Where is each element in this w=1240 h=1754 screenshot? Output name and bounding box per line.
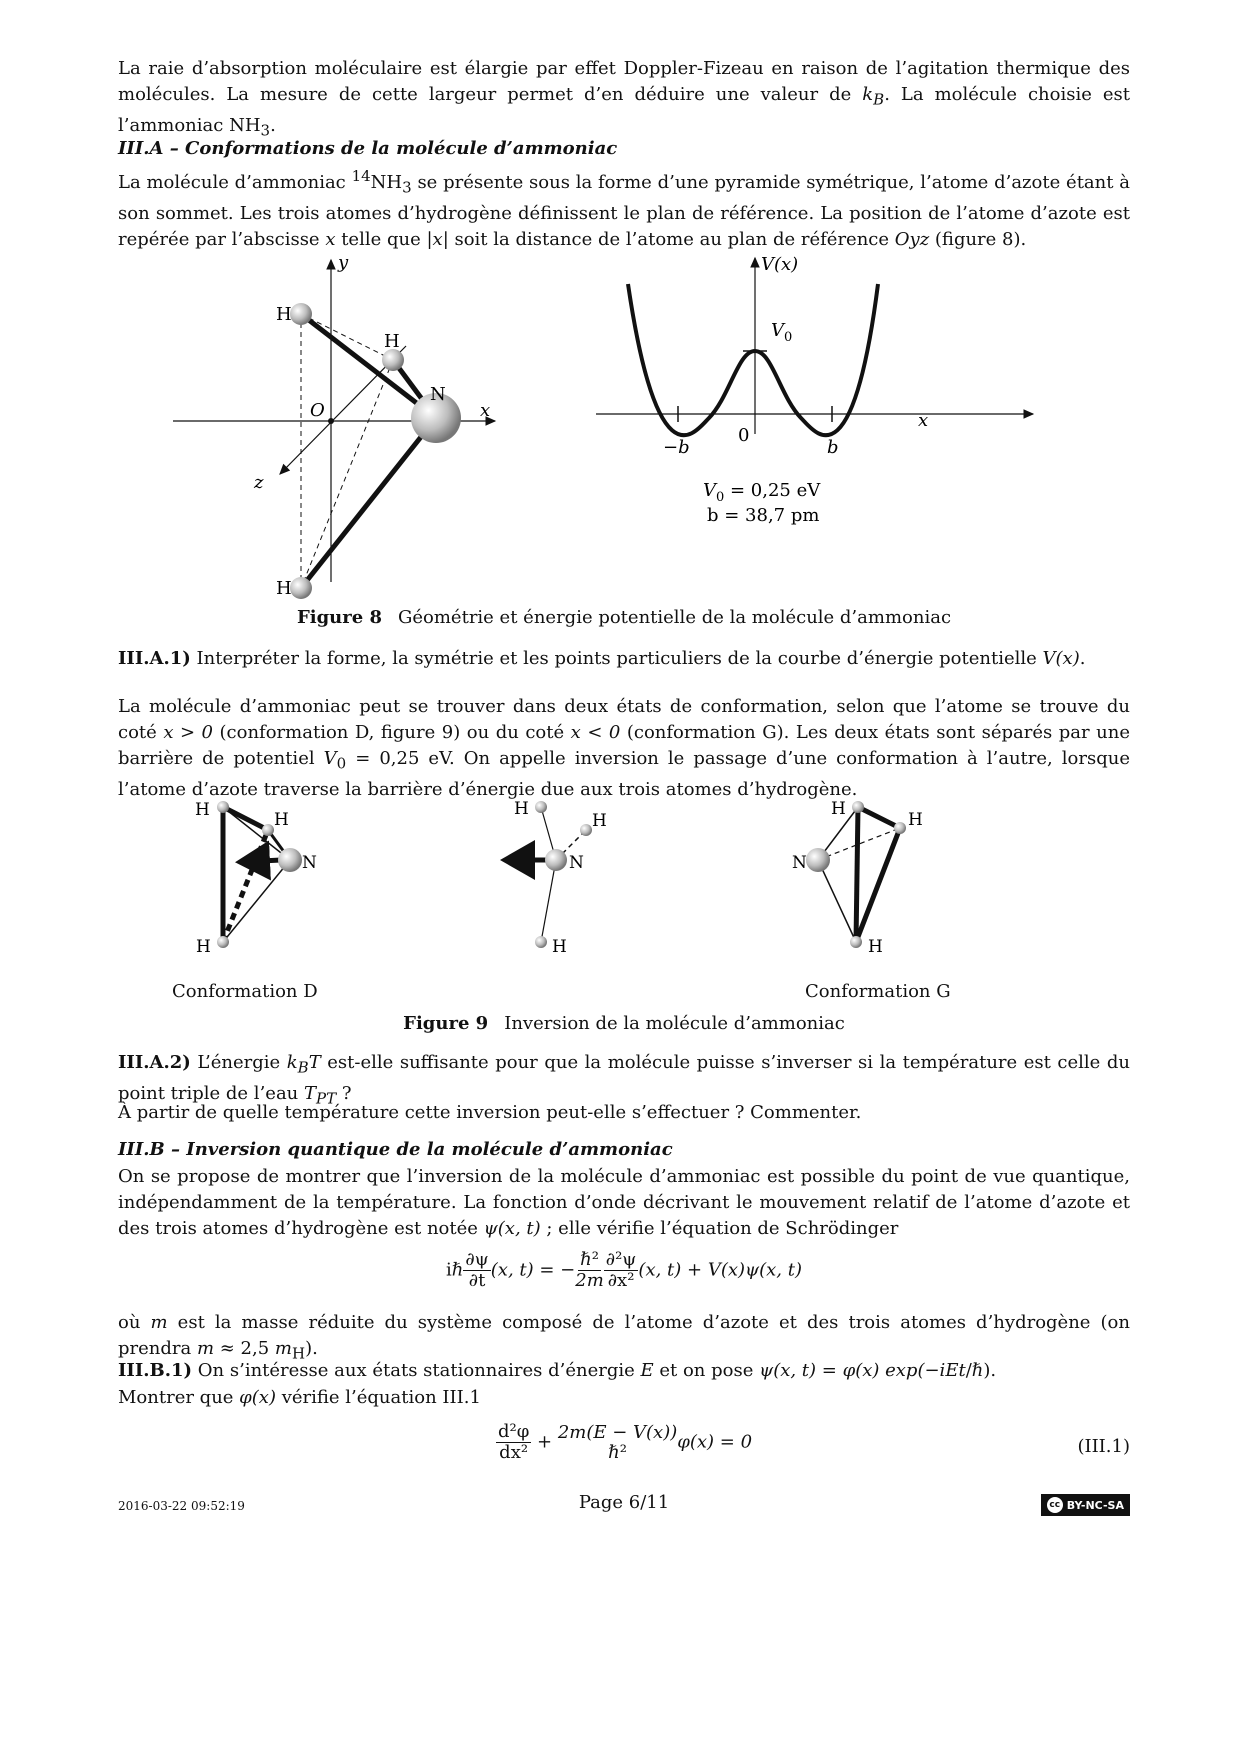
svg-text:N: N <box>569 853 584 873</box>
question-a2-followup: À partir de quelle température cette inversion peut-elle s’effectuer ? Commenter. <box>118 1102 862 1123</box>
transition-diagram <box>505 799 607 957</box>
conformation-paragraph: La molécule d’ammoniac peut se trouver dans deux états de conformation, selon que l’atome se trouve du coté x > 0 (conformation D, figure 9) ou du coté x < 0 (conformation G). Les deux états sont séparés par une barrière de potentiel $V_0 = 0,25$ eV. On appelle inversion le passage d’une conformation à l’autre, lorsque l’atome d’azote traverse la barrière d’énergie due aux trois atomes d’hydrogène. <box>118 696 1130 800</box>
conformation-d-label: Conformation D <box>172 981 318 1002</box>
section-a-title: III.A – Conformations de la molécule d’ammoniac <box>118 138 618 159</box>
inversion-arrow <box>240 860 281 862</box>
hydrogen-atom <box>290 577 312 599</box>
equation-tag: (III.1) <box>1077 1436 1130 1457</box>
hydrogen-label: H <box>276 304 292 325</box>
question-b1-instruction: Montrer que φ(x) vérifie l’équation III.1 <box>118 1387 481 1408</box>
footer-date: 2016-03-22 09:52:19 <box>118 1499 245 1513</box>
equation-iii-1: $\frac{\text{d²φ}}{\text{dx²}}$ + 2m(E − V(x)) ℏ² φ(x) = 0 <box>497 1421 753 1463</box>
nitrogen-label: N <box>430 384 446 405</box>
schrodinger-equation: iℏ $\frac{\partial\psi}{\partial t}$ (x, t) = − $\frac{\text{ℏ²}}{2m}$ $\frac{\text{∂²ψ}}{\text{∂x²}}$ (x, t) + V(x)ψ(x, t) <box>445 1249 803 1291</box>
potential-curve <box>628 284 878 435</box>
svg-text:H: H <box>908 810 923 830</box>
conformation-g-diagram <box>792 799 923 957</box>
hydrogen-label: H <box>384 331 400 352</box>
minus-b-label: −b <box>663 437 690 458</box>
question-b1: III.B.1) On s’intéresse aux états stationnaires d’énergie E et on pose ψ(x, t) = φ(x) exp(−iEt/ℏ). <box>118 1360 997 1381</box>
origin-point <box>328 418 334 424</box>
molecule-geometry <box>173 252 495 599</box>
x-axis-label: x <box>480 400 491 421</box>
question-a2: III.A.2) L’énergie $k_BT$ est-elle suffisante pour que la molécule puisse s’inverser si la température est celle du point triple de l’eau $T_{PT}$ ? <box>118 1052 1130 1108</box>
figure-9 <box>118 790 1130 990</box>
intro-paragraph: La raie d’absorption moléculaire est élargie par effet Doppler-Fizeau en raison de l’agitation thermique des molécules. La mesure de cette largeur permet d’en déduire une valeur de $k_B$. La molécule choisie est l’ammoniac $NH_3$. <box>118 58 1130 140</box>
svg-text:H: H <box>592 811 607 831</box>
page <box>118 0 1130 1754</box>
figure-9-caption: Figure 9 Inversion de la molécule d’ammoniac <box>403 1013 845 1034</box>
v0-label: $V_0$ <box>771 320 793 345</box>
question-a1: III.A.1) Interpréter la forme, la symétrie et les points particuliers de la courbe d’énergie potentielle V(x). <box>118 648 1086 669</box>
x-axis-label: x <box>918 410 929 431</box>
license-badge: cc BY-NC-SA <box>1041 1492 1130 1516</box>
v0-value: $V_0 = 0,25$ eV <box>703 480 821 505</box>
svg-text:H: H <box>196 937 211 957</box>
svg-text:N: N <box>792 853 807 873</box>
section-b-title: III.B – Inversion quantique de la molécule d’ammoniac <box>118 1139 673 1160</box>
reduced-mass-paragraph: où m est la masse réduite du système composé de l’atome d’azote et des trois atomes d’hydrogène (on prendra m ≈ 2,5 $m_H$). <box>118 1312 1130 1363</box>
cc-icon: cc <box>1047 1497 1063 1513</box>
svg-text:H: H <box>195 800 210 820</box>
hydrogen-atom <box>382 349 404 371</box>
section-b-paragraph: On se propose de montrer que l’inversion de la molécule d’ammoniac est possible du point de vue quantique, indépendamment de la température. La fonction d’onde décrivant le mouvement relatif de l’atome d’azote et des trois atomes d’hydrogène est notée ψ(x, t) ; elle vérifie l’équation de Schrödinger <box>118 1166 1130 1239</box>
conformation-d-diagram <box>195 800 317 957</box>
svg-text:H: H <box>868 937 883 957</box>
hydrogen-label: H <box>276 578 292 599</box>
zero-label: 0 <box>738 425 750 446</box>
b-label: b <box>827 437 839 458</box>
figure-8-caption: Figure 8 Géométrie et énergie potentielle de la molécule d’ammoniac <box>296 607 952 628</box>
hydrogen-atom <box>290 303 312 325</box>
z-axis-label: z <box>254 472 264 493</box>
section-a-paragraph: La molécule d’ammoniac $^{14}NH_3$ se présente sous la forme d’une pyramide symétrique, l’atome d’azote étant à son sommet. Les trois atomes d’hydrogène définissent le plan de référence. La position de l’atome d’azote est repérée par l’abscisse x telle que |x| soit la distance de l’atome au plan de référence Oyz (figure 8). <box>118 167 1131 250</box>
svg-text:H: H <box>831 799 846 819</box>
b-value: b = 38,7 pm <box>707 505 820 526</box>
figure-8 <box>118 248 1130 668</box>
v-axis-label: V(x) <box>761 254 799 275</box>
svg-text:H: H <box>274 810 289 830</box>
origin-label: O <box>310 400 325 421</box>
svg-text:H: H <box>514 799 529 819</box>
page-number: Page 6/11 <box>578 1492 670 1513</box>
conformation-g-label: Conformation G <box>805 981 951 1002</box>
svg-text:H: H <box>552 937 567 957</box>
svg-text:N: N <box>302 853 317 873</box>
potential-energy-plot <box>596 254 1033 526</box>
y-axis-label: y <box>338 252 349 273</box>
